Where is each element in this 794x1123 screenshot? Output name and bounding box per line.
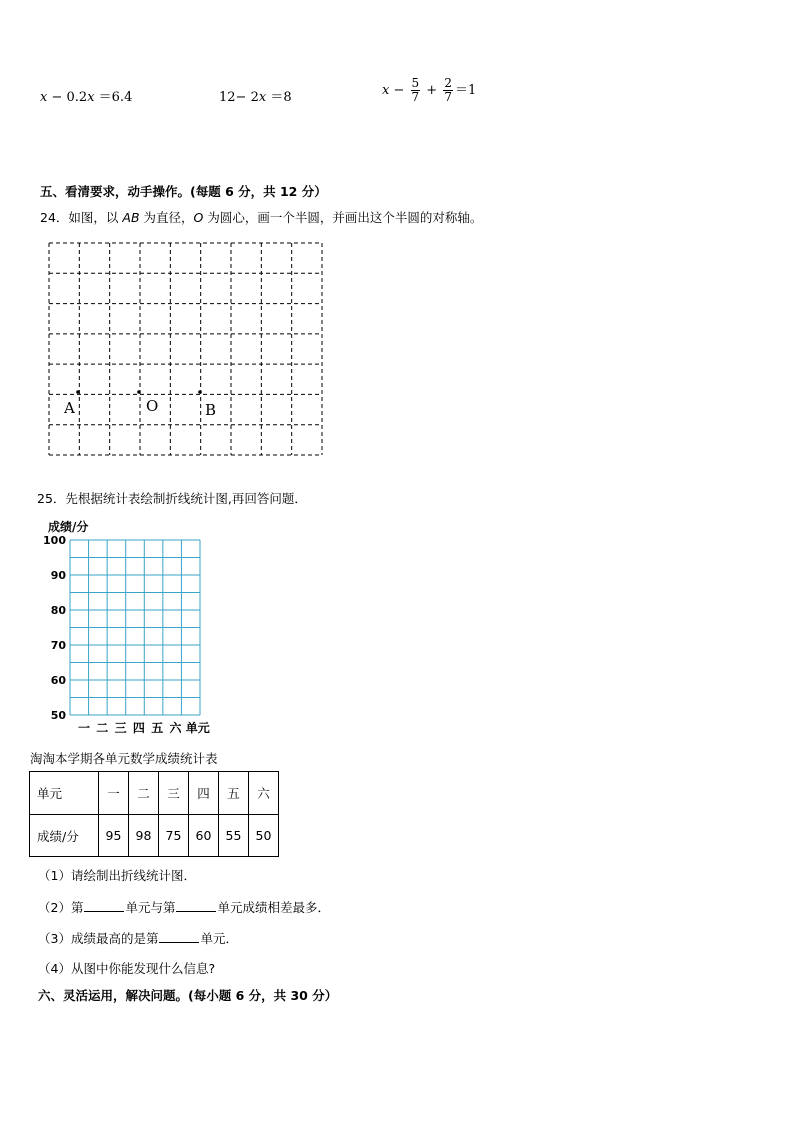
sub-question-3: （3）成绩最高的是第 单元． (38, 931, 238, 946)
label-a: A (64, 399, 75, 417)
fraction-2-7: $\frac{2}{7}$ (444, 76, 452, 104)
table-cell: 55 (219, 815, 249, 857)
chart-x-tick-label: 四 (132, 721, 145, 735)
line-chart-grid[interactable] (38, 532, 238, 737)
chart-y-tick-label: 60 (50, 674, 66, 687)
chart-y-axis-label: 成绩/分 (48, 520, 89, 534)
question-24: 24．如图，以 AB 为直径，O 为圆心，画一个半圆，并画出这个半圆的对称轴。 (40, 210, 483, 225)
question-25: 25．先根据统计表绘制折线统计图,再回答问题． (37, 491, 307, 506)
table-cell: 三 (159, 772, 189, 815)
chart-x-tick-label: 三 (114, 721, 127, 735)
section-5-heading: 五、看清要求，动手操作。(每题 6 分，共 12 分） (40, 184, 327, 199)
equation-2: 12− 2x ＝8 (219, 90, 292, 105)
dashed-grid[interactable] (40, 236, 330, 462)
answer-blank[interactable] (84, 910, 124, 912)
sub-question-2: （2）第 单元与第 单元成绩相差最多． (38, 900, 330, 915)
equation-1: x − 0.2x ＝6.4 (40, 90, 133, 105)
table-cell: 50 (249, 815, 279, 857)
fraction-5-7: $\frac{5}{7}$ (411, 76, 420, 104)
table-cell: 二 (129, 772, 159, 815)
table-cell: 四 (189, 772, 219, 815)
chart-y-tick-label: 50 (50, 709, 66, 722)
table-header-unit: 单元 (30, 772, 99, 815)
chart-y-tick-label: 80 (50, 604, 66, 617)
point-a (76, 390, 80, 394)
table-cell: 75 (159, 815, 189, 857)
sub-question-1: （1）请绘制出折线统计图． (38, 868, 196, 883)
equation-3: x − $\frac{5}{7}$ + $\frac{2}{7}$ ＝1 (382, 76, 477, 104)
table-row (30, 772, 279, 815)
table-row (30, 815, 279, 857)
table-header-score: 成绩/分 (30, 815, 99, 857)
chart-x-tick-label: 二 (96, 721, 109, 735)
chart-x-tick-label: 五 (151, 721, 164, 735)
score-table (29, 771, 279, 857)
chart-x-axis-label: 单元 (185, 721, 210, 735)
label-o: O (146, 397, 159, 415)
answer-blank[interactable] (159, 941, 199, 943)
section-6-heading: 六、灵活运用，解决问题。(每小题 6 分，共 30 分） (38, 988, 338, 1003)
table-cell: 95 (99, 815, 129, 857)
answer-blank[interactable] (176, 910, 216, 912)
sub-question-4: （4）从图中你能发现什么信息? (38, 961, 216, 976)
table-cell: 98 (129, 815, 159, 857)
point-b (198, 390, 202, 394)
label-b: B (205, 401, 217, 419)
table-cell: 一 (99, 772, 129, 815)
chart-x-tick-label: 一 (77, 721, 91, 735)
chart-y-tick-label: 90 (50, 569, 66, 582)
table-cell: 五 (219, 772, 249, 815)
table-cell: 60 (189, 815, 219, 857)
table-title: 淘淘本学期各单元数学成绩统计表 (30, 751, 218, 766)
point-o (137, 390, 141, 394)
table-cell: 六 (249, 772, 279, 815)
chart-y-tick-label: 100 (43, 534, 66, 547)
chart-y-tick-label: 70 (50, 639, 66, 652)
chart-x-tick-label: 六 (169, 721, 182, 735)
